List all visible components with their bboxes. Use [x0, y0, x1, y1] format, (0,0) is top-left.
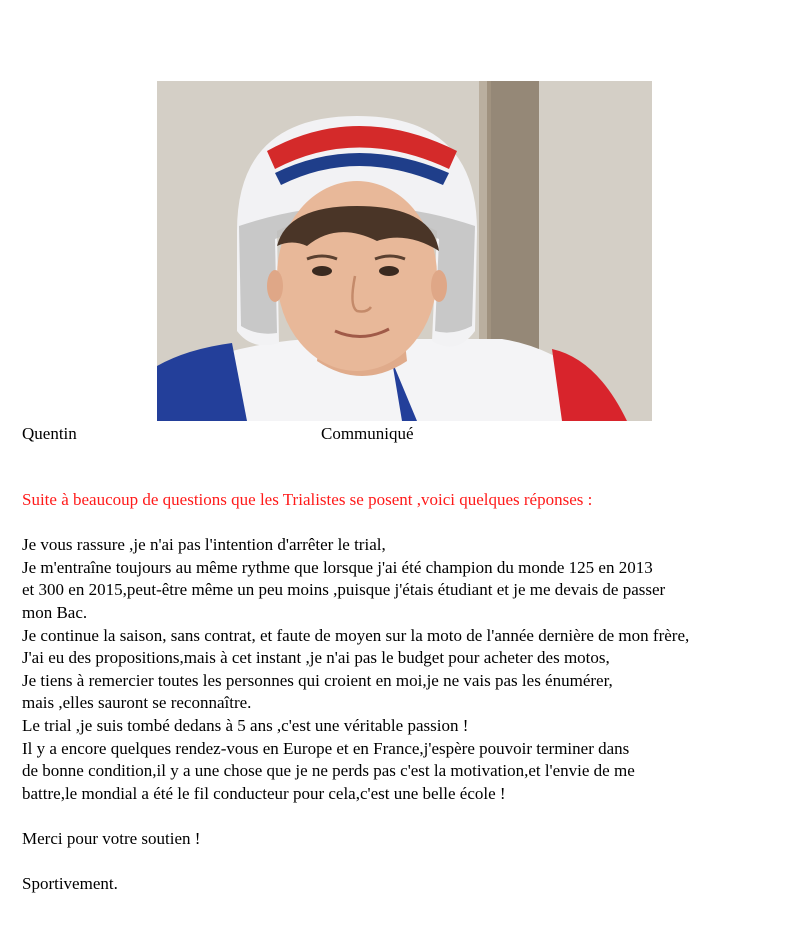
paragraph-gap	[22, 512, 792, 535]
paragraph-gap	[22, 805, 792, 828]
article-line: Je vous rassure ,je n'ai pas l'intention d'arrêter le trial,	[22, 535, 386, 555]
caption-name: Quentin	[22, 424, 77, 443]
article-line: Je tiens à remercier toutes les personnes qui croient en moi,je ne vais pas les énumérer,	[22, 670, 613, 690]
paragraph-gap	[22, 851, 792, 874]
rider-portrait-photo	[157, 81, 652, 421]
article-line: et 300 en 2015,peut-être même un peu moins ,puisque j'étais étudiant et je me devais de passer	[22, 580, 666, 600]
article-line: mais ,elles sauront se reconnaître.	[22, 693, 252, 713]
article-intro: Suite à beaucoup de questions que les Trialistes se posent ,voici quelques réponses :	[22, 490, 593, 509]
article-line: de bonne condition,il y a une chose que je ne perds pas c'est la motivation,et l'envie de me	[22, 761, 635, 781]
article-line: Le trial ,je suis tombé dedans à 5 ans ,c'est une véritable passion !	[22, 715, 469, 735]
article-line: mon Bac.	[22, 602, 88, 622]
article-signoff: Sportivement.	[22, 874, 118, 894]
article-line: battre,le mondial a été le fil conducteur pour cela,c'est une belle école !	[22, 783, 506, 803]
article-line: Je m'entraîne toujours au même rythme que lorsque j'ai été champion du monde 125 en 2013	[22, 557, 653, 577]
article-line: J'ai eu des propositions,mais à cet instant ,je n'ai pas le budget pour acheter des motos,	[22, 648, 610, 668]
article-body	[22, 489, 792, 896]
article-line: Il y a encore quelques rendez-vous en Europe et en France,j'espère pouvoir terminer dans	[22, 738, 630, 758]
article-line: Je continue la saison, sans contrat, et faute de moyen sur la moto de l'année dernière de mon frère,	[22, 625, 690, 645]
caption-title: Communiqué	[321, 424, 414, 443]
article-thanks: Merci pour votre soutien !	[22, 828, 201, 848]
